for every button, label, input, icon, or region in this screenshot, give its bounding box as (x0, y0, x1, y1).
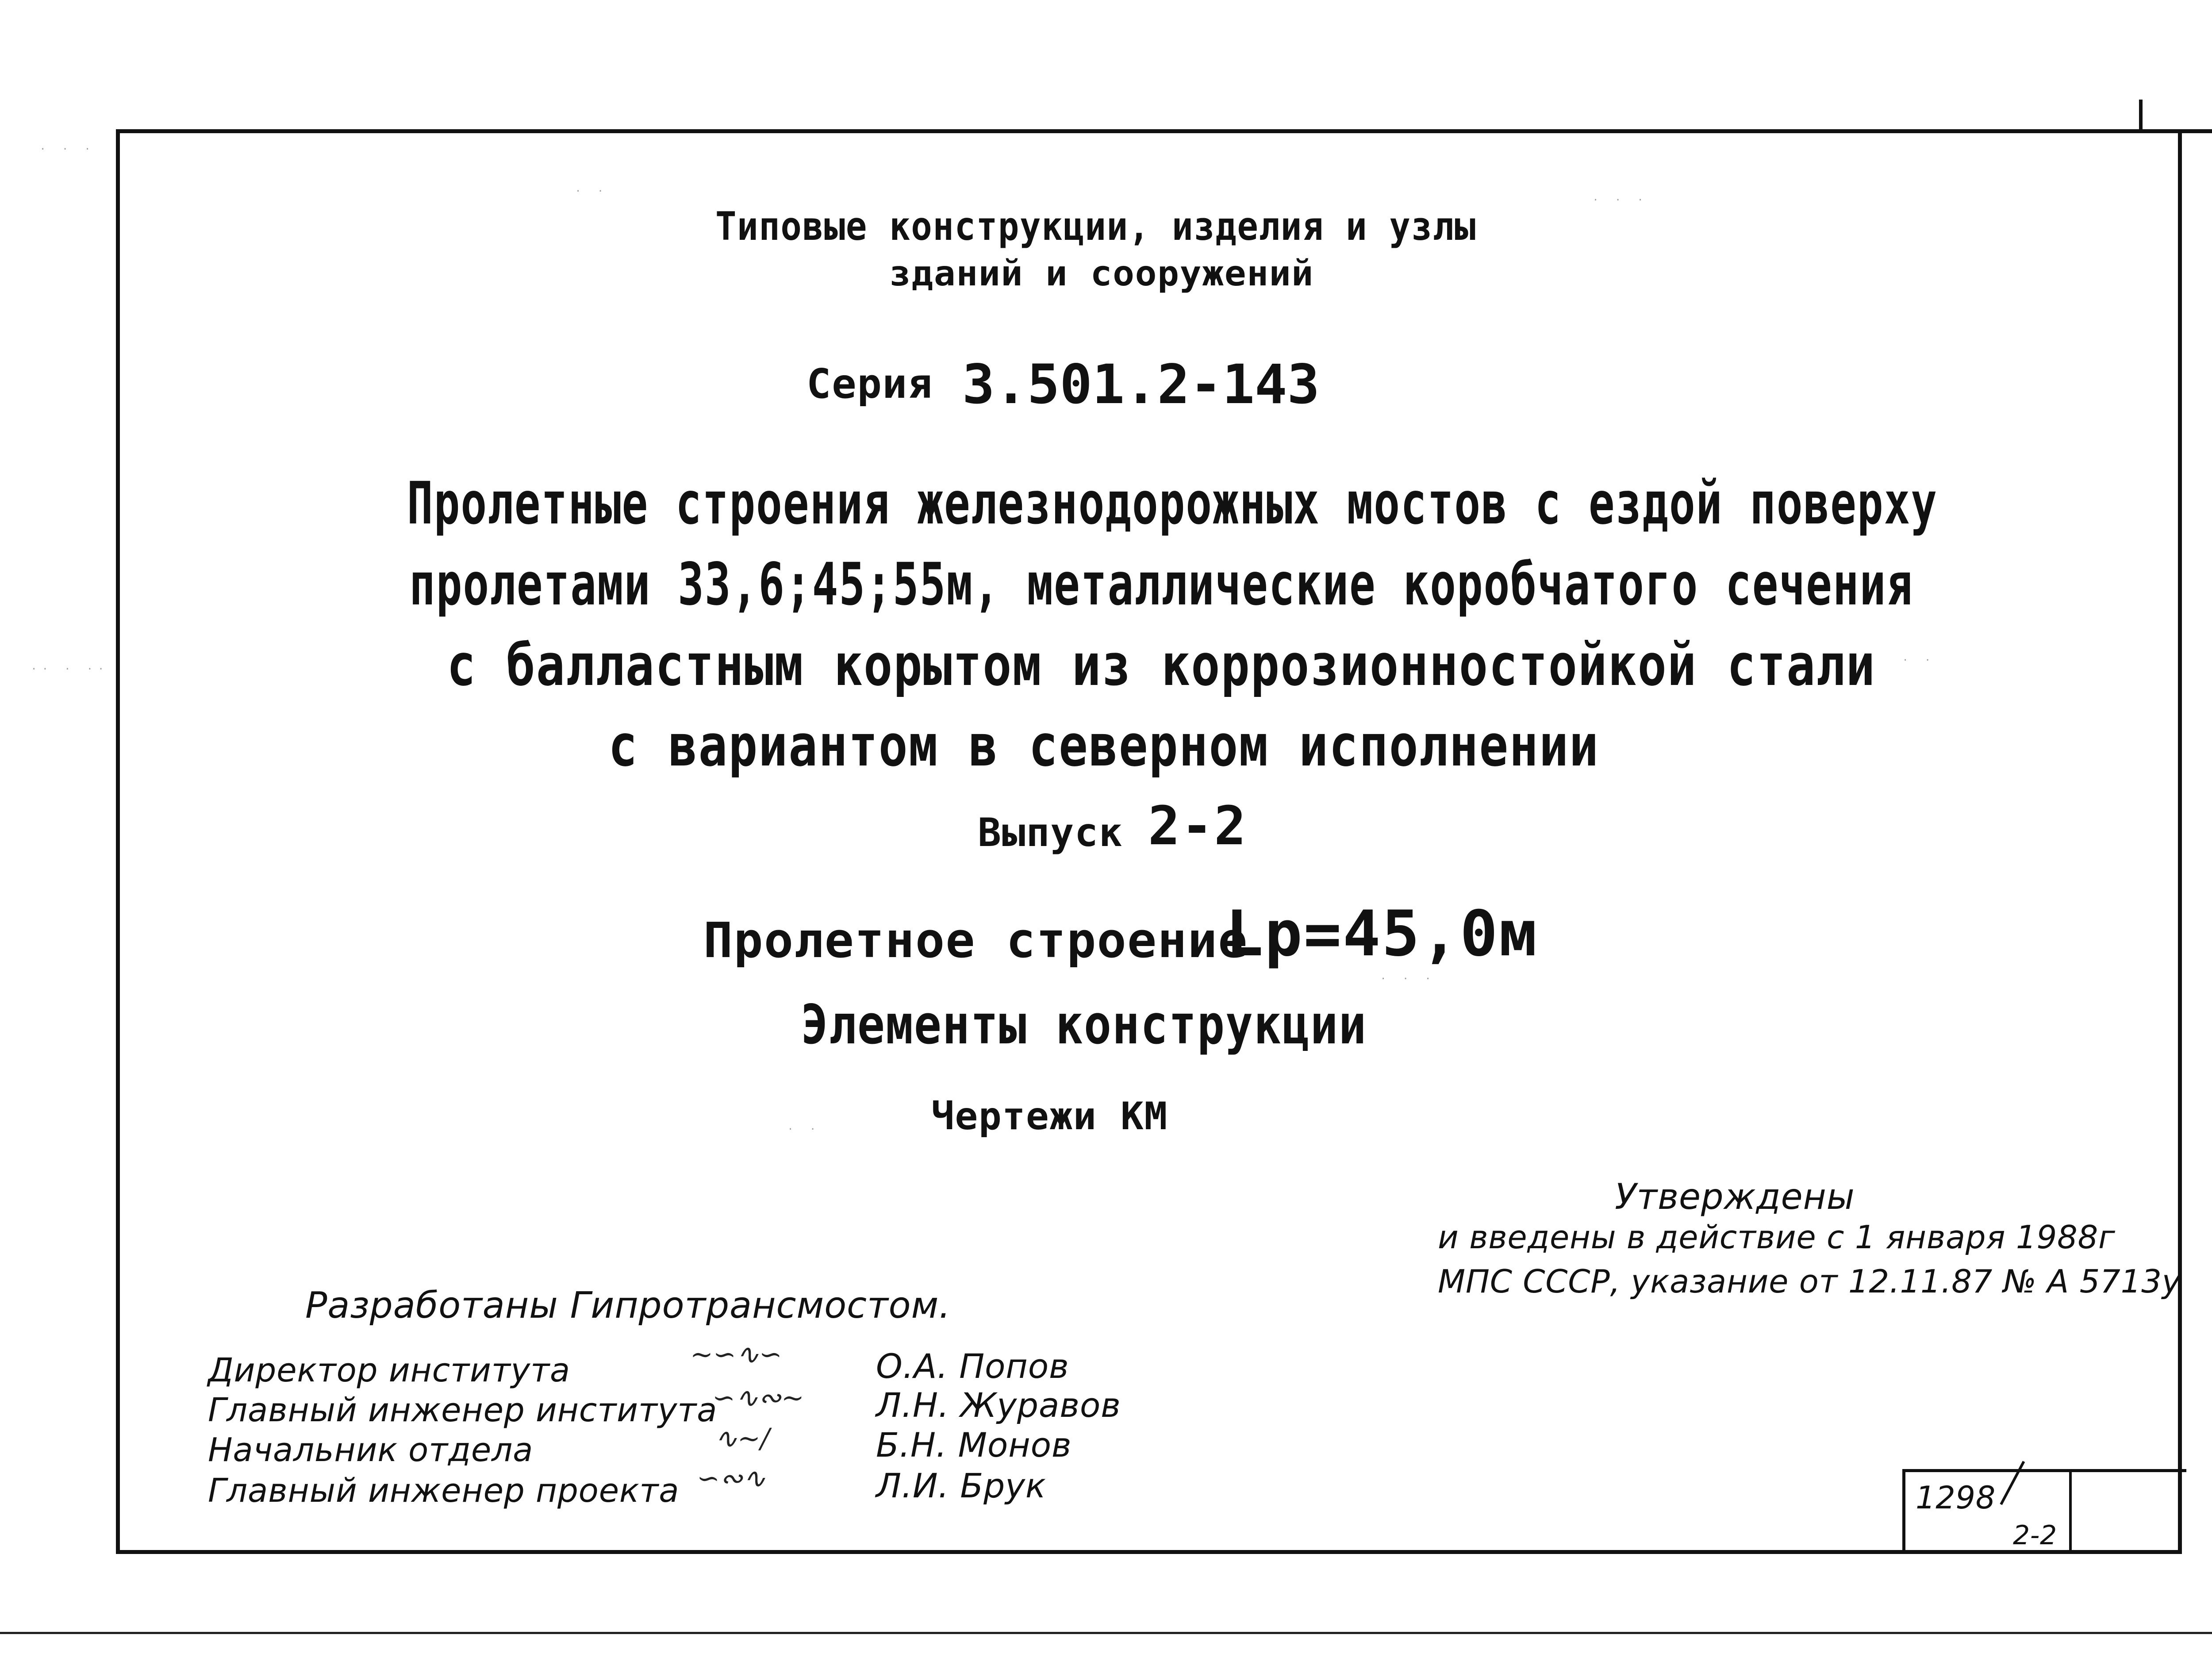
title-line-2: пролетами 33,6;45;55м, металлические коробчатого сечения (409, 550, 1913, 619)
span-label: Пролетное строение (703, 912, 1248, 969)
elements-heading: Элементы конструкции (801, 993, 1367, 1056)
scan-dust-mark: · · (1902, 655, 1936, 666)
scan-dust-mark: · · · (1380, 973, 1436, 985)
signature-2: ∽∿∾∼ (712, 1381, 804, 1414)
signatory-name-4: Л.И. Брук (876, 1466, 1046, 1505)
developed-by: Разработаны Гипротрансмостом. (305, 1285, 951, 1327)
signatory-role-3: Начальник отдела (208, 1431, 534, 1469)
series-number: 3.501.2-143 (962, 353, 1320, 416)
title-line-4: с вариантом в северном исполнении (608, 712, 1599, 779)
signature-3: ∿∼∕ (714, 1422, 770, 1454)
stamp-sub-number: 2-2 (2013, 1520, 2057, 1551)
title-stamp-divider (2069, 1469, 2072, 1554)
scan-dust-mark: · · (787, 1124, 821, 1135)
issue-label: Выпуск (978, 810, 1123, 855)
scan-dust-mark: · · · (40, 144, 96, 155)
signatory-role-1: Директор института (208, 1351, 571, 1389)
issue-number: 2-2 (1148, 796, 1247, 857)
signatory-name-3: Б.Н. Монов (876, 1425, 1072, 1465)
header-line-1: Типовые конструкции, изделия и узлы (715, 204, 1476, 249)
stamp-main-number: 1298 (1916, 1480, 1996, 1516)
approval-line-3: МПС СССР, указание от 12.11.87 № А 5713у (1438, 1263, 2181, 1300)
scan-dust-mark: · · (575, 186, 609, 197)
scan-dust-mark: ·· · ·· (31, 664, 109, 675)
title-line-3: с балластным корытом из коррозионностойкой стали (447, 631, 1876, 699)
approval-line-2: и введены в действие с 1 января 1988г (1438, 1219, 2116, 1256)
header-line-2: зданий и сооружений (889, 254, 1314, 294)
approval-title: Утверждены (1615, 1176, 1855, 1217)
signature-4: ∽∾∿ (697, 1462, 766, 1494)
signature-1: ∼∽∿∽ (690, 1338, 782, 1370)
span-value: Lp=45,0м (1225, 897, 1538, 970)
frame-top-tick-mark (2139, 100, 2143, 133)
title-line-1: Пролетные строения железнодорожных мостов с ездой поверху (407, 469, 1938, 538)
frame-top-edge-line (2146, 129, 2212, 133)
signatory-name-2: Л.Н. Журавов (876, 1385, 1121, 1425)
signatory-role-2: Главный инженер института (208, 1391, 718, 1429)
scan-dust-mark: · · · (1593, 195, 1649, 206)
series-label: Серия (806, 360, 933, 408)
page-bottom-rule (0, 1632, 2212, 1634)
signatory-name-1: О.А. Попов (876, 1346, 1069, 1386)
signatory-role-4: Главный инженер проекта (208, 1472, 680, 1510)
drawings-label: Чертежи КМ (931, 1094, 1168, 1139)
